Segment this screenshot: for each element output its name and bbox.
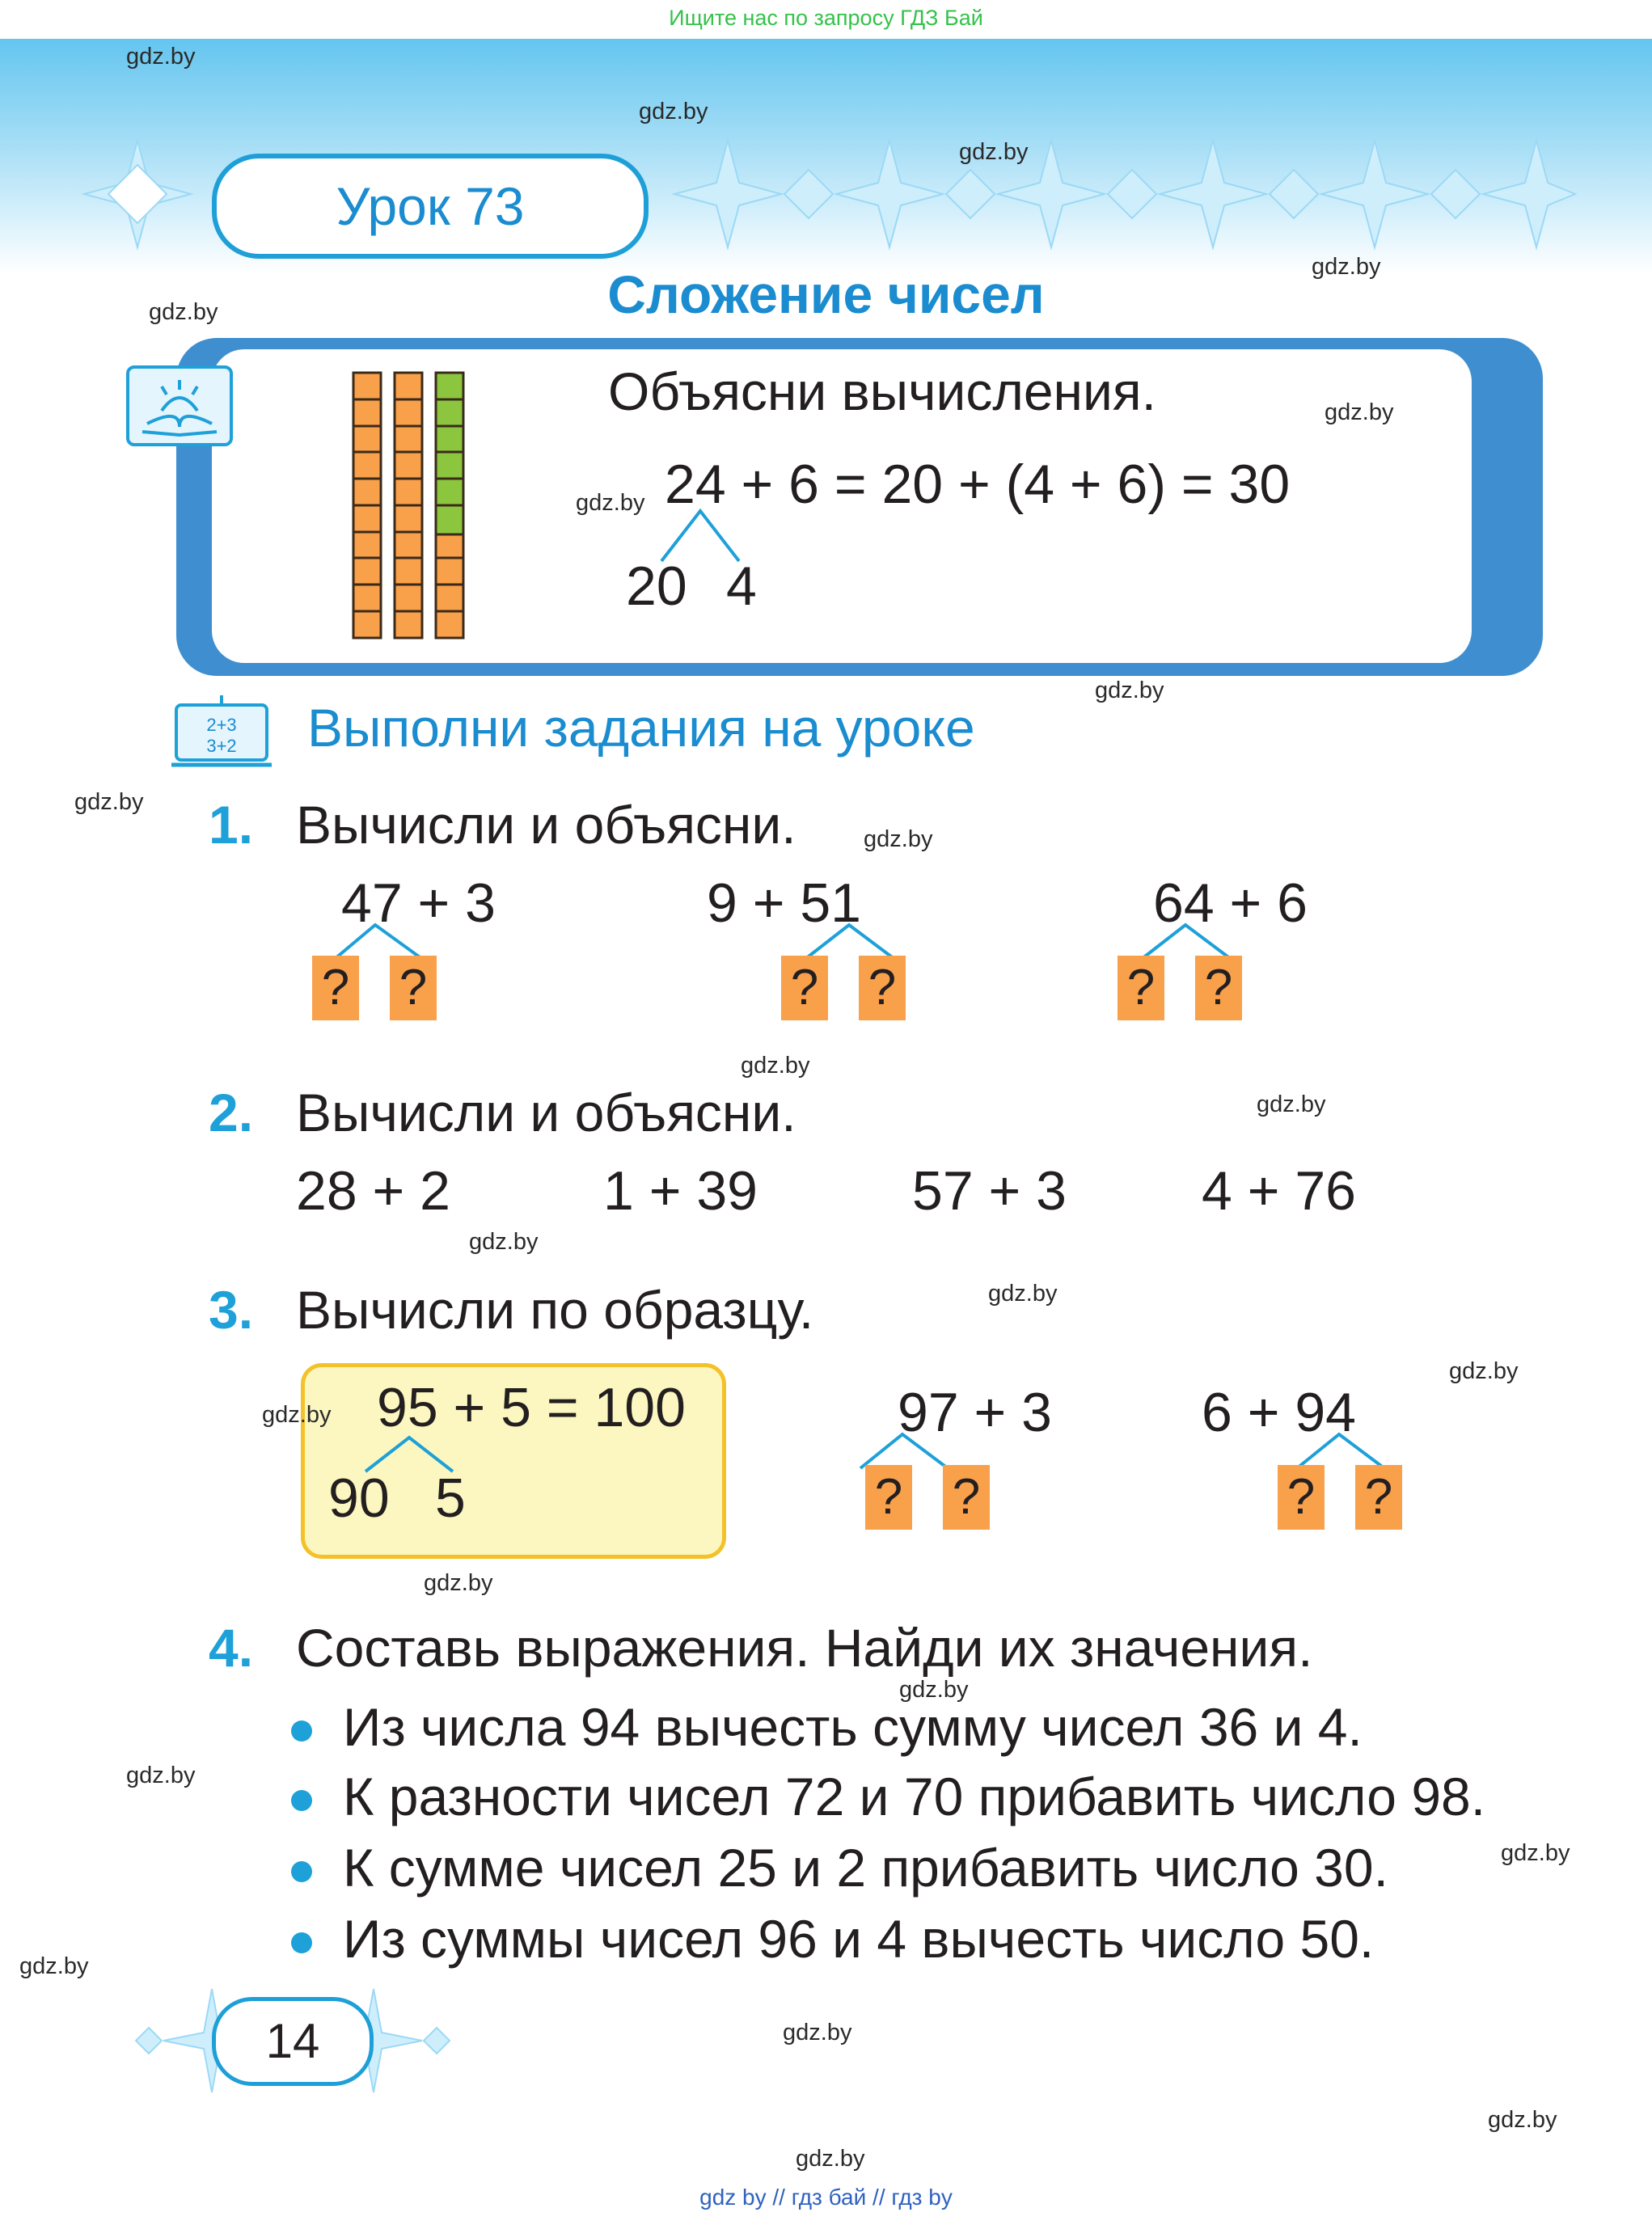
task-4-number: 4.: [209, 1618, 254, 1678]
task-1-split-lines: [332, 922, 1350, 961]
watermark: gdz.by: [864, 826, 933, 852]
watermark: gdz.by: [126, 1763, 196, 1788]
answer-box[interactable]: ?: [1278, 1465, 1325, 1530]
task-2-expr-4: 4 + 76: [1202, 1160, 1356, 1222]
task-2-expr-3: 57 + 3: [912, 1160, 1067, 1222]
task-2-number: 2.: [209, 1083, 254, 1142]
watermark: gdz.by: [1501, 1840, 1570, 1866]
answer-box[interactable]: ?: [943, 1465, 990, 1530]
ornament-icon: [81, 137, 194, 251]
answer-box[interactable]: ?: [1195, 956, 1242, 1020]
task-3-text: Вычисли по образцу.: [296, 1280, 814, 1340]
watermark: gdz.by: [639, 99, 708, 125]
task-4-item-4: Из суммы чисел 96 и 4 вычесть число 50.: [343, 1909, 1375, 1969]
watermark: gdz.by: [1312, 254, 1381, 280]
sample-split-b: 5: [435, 1467, 466, 1529]
task-1-expr-2: 9 + 51: [707, 872, 861, 934]
watermark: gdz.by: [469, 1229, 539, 1255]
ten-blocks-visual: [351, 370, 472, 640]
page-number: 14: [212, 1997, 374, 2086]
watermark: gdz.by: [262, 1402, 332, 1428]
watermark: gdz.by: [1095, 678, 1164, 703]
watermark: gdz.by: [424, 1570, 493, 1596]
task-1-expr-1: 47 + 3: [341, 872, 496, 934]
watermark: gdz.by: [988, 1281, 1058, 1307]
task-2-expr-2: 1 + 39: [603, 1160, 758, 1222]
task-2-text: Вычисли и объясни.: [296, 1083, 796, 1142]
board-line-2: 3+2: [206, 736, 237, 756]
answer-box[interactable]: ?: [1118, 956, 1164, 1020]
answer-box[interactable]: ?: [865, 1465, 912, 1530]
watermark: gdz.by: [783, 2020, 852, 2046]
bullet: [291, 1932, 312, 1953]
answer-box[interactable]: ?: [781, 956, 828, 1020]
task-2-expr-1: 28 + 2: [296, 1160, 450, 1222]
task-3-expr-2: 6 + 94: [1202, 1382, 1356, 1443]
explain-equation: 24 + 6 = 20 + (4 + 6) = 30: [665, 454, 1291, 515]
task-1-text: Вычисли и объясни.: [296, 795, 796, 855]
ornament-strip-icon: [671, 137, 1577, 251]
split-a: 20: [626, 555, 687, 617]
task-4-text: Составь выражения. Найди их значения.: [296, 1618, 1313, 1678]
lesson-number-pill: Урок 73: [212, 154, 649, 259]
watermark: gdz.by: [149, 299, 218, 325]
watermark: gdz.by: [126, 44, 196, 70]
sample-equation: 95 + 5 = 100: [377, 1377, 686, 1438]
answer-box[interactable]: ?: [390, 956, 437, 1020]
footer-links[interactable]: gdz by // гдз бай // гдз by: [699, 2185, 953, 2210]
watermark: gdz.by: [959, 139, 1029, 165]
book-sun-icon: [126, 365, 233, 446]
task-1-number: 1.: [209, 795, 254, 855]
answer-box[interactable]: ?: [1355, 1465, 1402, 1530]
top-notice[interactable]: Ищите нас по запросу ГДЗ Бай: [669, 6, 983, 30]
task-4-item-2: К разности чисел 72 и 70 прибавить число 98.: [343, 1767, 1486, 1826]
bullet: [291, 1790, 312, 1811]
watermark: gdz.by: [1449, 1358, 1519, 1384]
watermark: gdz.by: [1257, 1091, 1326, 1117]
explain-heading: Объясни вычисления.: [608, 361, 1156, 421]
watermark: gdz.by: [796, 2146, 865, 2172]
answer-box[interactable]: ?: [312, 956, 359, 1020]
bullet: [291, 1720, 312, 1742]
split-b: 4: [726, 555, 757, 617]
sample-split-a: 90: [328, 1467, 390, 1529]
task-3-split-lines: [857, 1431, 1407, 1470]
watermark: gdz.by: [576, 490, 645, 516]
board-line-1: 2+3: [206, 715, 237, 735]
bullet: [291, 1861, 312, 1882]
task-1-expr-3: 64 + 6: [1153, 872, 1308, 934]
watermark: gdz.by: [1488, 2107, 1557, 2133]
watermark: gdz.by: [19, 1953, 89, 1979]
task-3-expr-1: 97 + 3: [898, 1382, 1052, 1443]
task-4-item-1: Из числа 94 вычесть сумму чисел 36 и 4.: [343, 1697, 1363, 1757]
task-3-number: 3.: [209, 1280, 254, 1340]
watermark: gdz.by: [1325, 399, 1394, 425]
watermark: gdz.by: [899, 1677, 969, 1703]
section-heading: Выполни задания на уроке: [307, 698, 975, 758]
answer-box[interactable]: ?: [859, 956, 906, 1020]
lesson-title: Сложение чисел: [607, 264, 1045, 324]
task-4-item-3: К сумме чисел 25 и 2 прибавить число 30.: [343, 1838, 1388, 1898]
board-icon: [171, 694, 272, 771]
watermark: gdz.by: [74, 789, 144, 815]
watermark: gdz.by: [741, 1053, 810, 1079]
